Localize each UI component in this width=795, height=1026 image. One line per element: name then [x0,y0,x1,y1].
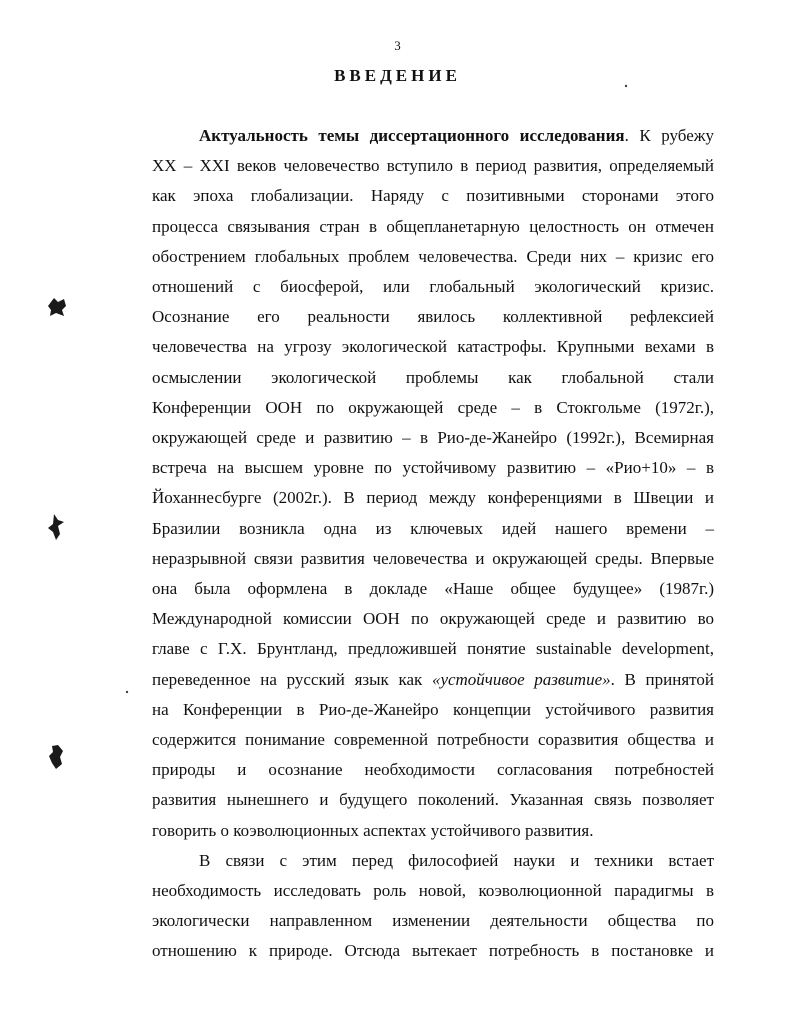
text-line: она была оформлена в докладе «Наше общее будущее» (1987г.) [152,579,714,599]
text-line: неразрывной связи развития человечества и окружающей среды. Впервые [152,548,714,568]
text-line: человечества на угрозу экологической катастрофы. Крупными вехами в [152,337,714,357]
text-line: природы и осознание необходимости согласования потребностей [152,760,714,780]
scan-blot-icon [44,742,68,772]
text-line: говорить о коэволюционных аспектах устойчивого развития. [152,820,594,840]
text-line: главе с Г.Х. Брунтланд, предложившей понятие sustainable development, [152,639,714,659]
text-line: развития нынешнего и будущего поколений. Указанная связь позволяет [152,790,714,810]
scan-blot-icon [44,294,70,320]
text-line: необходимость исследовать роль новой, коэволюционной парадигмы в [152,881,714,901]
text-line: на Конференции в Рио-де-Жанейро концепции устойчивого развития [152,699,714,719]
page-title: ВВЕДЕНИЕ [334,66,461,85]
text-line: обострением глобальных проблем человечества. Среди них – кризис его [152,246,714,266]
body-text [152,121,714,967]
text-line: В связи с этим перед философией науки и техники встает [199,850,714,870]
text-line: экологически направленном изменении деятельности общества по [152,911,714,931]
text-line: осмыслении экологической проблемы как глобальной стали [152,367,714,387]
emphasized-term: «устойчивое развитие» [431,669,611,689]
text-line: Осознание его реальности явилось коллективной рефлексией [152,307,714,327]
page-number: 3 [394,38,401,53]
text-line: отношений с биосферой, или глобальный экологический кризис. [152,277,714,297]
text-line: переведенное на русский язык как «устойчивое развитие». В принятой [152,669,714,689]
text-line: Международной комиссии ООН по окружающей среде и развитию во [152,609,714,629]
section-term: Актуальность темы диссертационного исследования [199,126,625,145]
text-line: как эпоха глобализации. Наряду с позитивными сторонами этого [152,186,714,206]
scan-speck-icon [125,690,129,694]
text-line: отношению к природе. Отсюда вытекает потребность в постановке и [152,941,714,961]
text-line: окружающей среде и развитию – в Рио-де-Жанейро (1992г.), Всемирная [152,428,714,448]
text-line: процесса связывания стран в общепланетарную целостность он отмечен [152,216,714,236]
text-line: XX – XXI веков человечество вступило в период развития, определяемый [152,156,714,176]
text-line: содержится понимание современной потребности соразвития общества и [152,730,714,750]
scan-blot-icon [44,512,68,542]
text-line: встреча на высшем уровне по устойчивому развитию – «Рио+10» – в [152,458,714,478]
text-line: Бразилии возникла одна из ключевых идей нашего времени – [152,518,714,538]
text-line: Йоханнесбурге (2002г.). В период между конференциями в Швеции и [152,488,714,508]
text-line: Актуальность темы диссертационного исследования. К рубежу [199,126,714,145]
text-line: Конференции ООН по окружающей среде – в Стокгольме (1972г.), [152,397,714,417]
scan-speck-icon [624,84,628,88]
